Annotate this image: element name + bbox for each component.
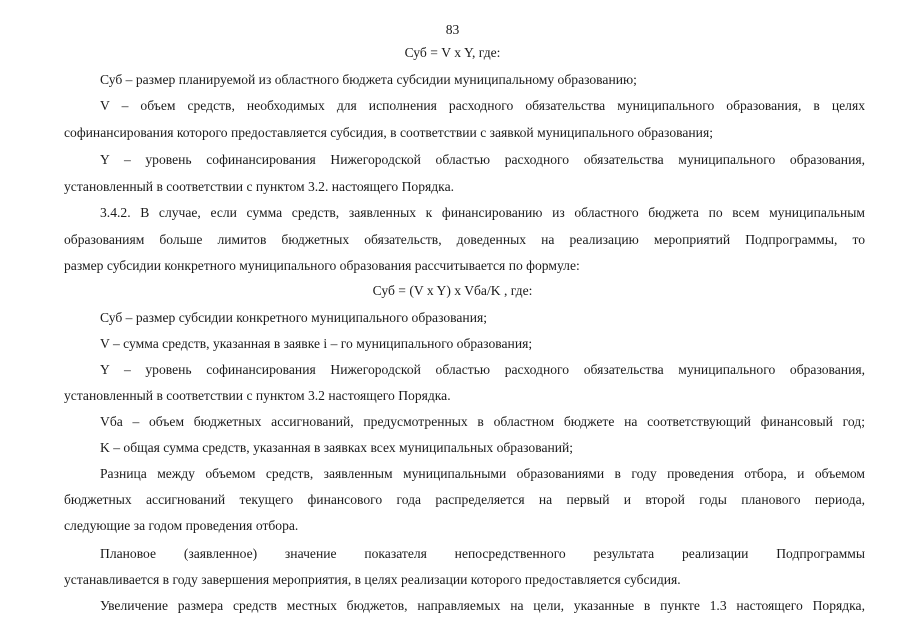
- paragraph-definition-y-line-2: установленный в соответствии с пунктом 3.2. настоящего Порядка.: [64, 179, 455, 194]
- paragraph-definition-sub-2: Суб – размер субсидии конкретного муниципального образования;: [100, 310, 488, 325]
- formula-subsidy: Суб = V x Y, где:: [404, 45, 501, 60]
- paragraph-difference-line-2: бюджетных ассигнований текущего финансового года распределяется на первый и второй годы планового периода,: [64, 492, 865, 507]
- paragraph-planned-value-line-1: Плановое (заявленное) значение показателя непосредственного результата реализации Подпрограммы: [100, 546, 865, 561]
- paragraph-definition-v-line-2: софинансирования которого предоставляется субсидия, в соответствии с заявкой муниципального образования;: [64, 125, 713, 140]
- paragraph-3-4-2-line-2: образованиям больше лимитов бюджетных обязательств, доведенных на реализацию мероприятий Подпрограммы, то: [64, 232, 865, 247]
- paragraph-planned-value-line-2: устанавливается в году завершения мероприятия, в целях реализации которого предоставляется субсидия.: [64, 572, 681, 587]
- paragraph-definition-k: K – общая сумма средств, указанная в заявках всех муниципальных образований;: [100, 440, 574, 455]
- paragraph-difference-line-3: следующие за годом проведения отбора.: [64, 518, 299, 533]
- paragraph-definition-vba: Vба – объем бюджетных ассигнований, предусмотренных в областном бюджете на соответствующий финансовый год;: [100, 414, 865, 429]
- paragraph-definition-y-line-1: Y – уровень софинансирования Нижегородской областью расходного обязательства муниципального образования,: [100, 152, 865, 167]
- formula-subsidy-proportional: Суб = (V x Y) x Vба/K , где:: [372, 283, 533, 298]
- paragraph-increase-line-1: Увеличение размера средств местных бюджетов, направляемых на цели, указанные в пункте 1.3 настоящего Порядка,: [100, 598, 865, 613]
- paragraph-3-4-2-line-3: размер субсидии конкретного муниципального образования рассчитывается по формуле:: [64, 258, 580, 273]
- paragraph-definition-v-line-1: V – объем средств, необходимых для исполнения расходного обязательства муниципального образования, в целях: [100, 98, 865, 113]
- paragraph-definition-y-2-line-2: установленный в соответствии с пунктом 3.2 настоящего Порядка.: [64, 388, 451, 403]
- paragraph-3-4-2-line-1: 3.4.2. В случае, если сумма средств, заявленных к финансированию из областного бюджета по всем муниципальным: [100, 205, 865, 220]
- paragraph-difference-line-1: Разница между объемом средств, заявленным муниципальными образованиями в году проведения отбора, и объемом: [100, 466, 865, 481]
- paragraph-definition-v-2: V – сумма средств, указанная в заявке i – го муниципального образования;: [100, 336, 533, 351]
- paragraph-definition-y-2-line-1: Y – уровень софинансирования Нижегородской областью расходного обязательства муниципального образования,: [100, 362, 865, 377]
- paragraph-definition-sub: Суб – размер планируемой из областного бюджета субсидии муниципальному образованию;: [100, 72, 637, 87]
- page-number: 83: [445, 22, 460, 37]
